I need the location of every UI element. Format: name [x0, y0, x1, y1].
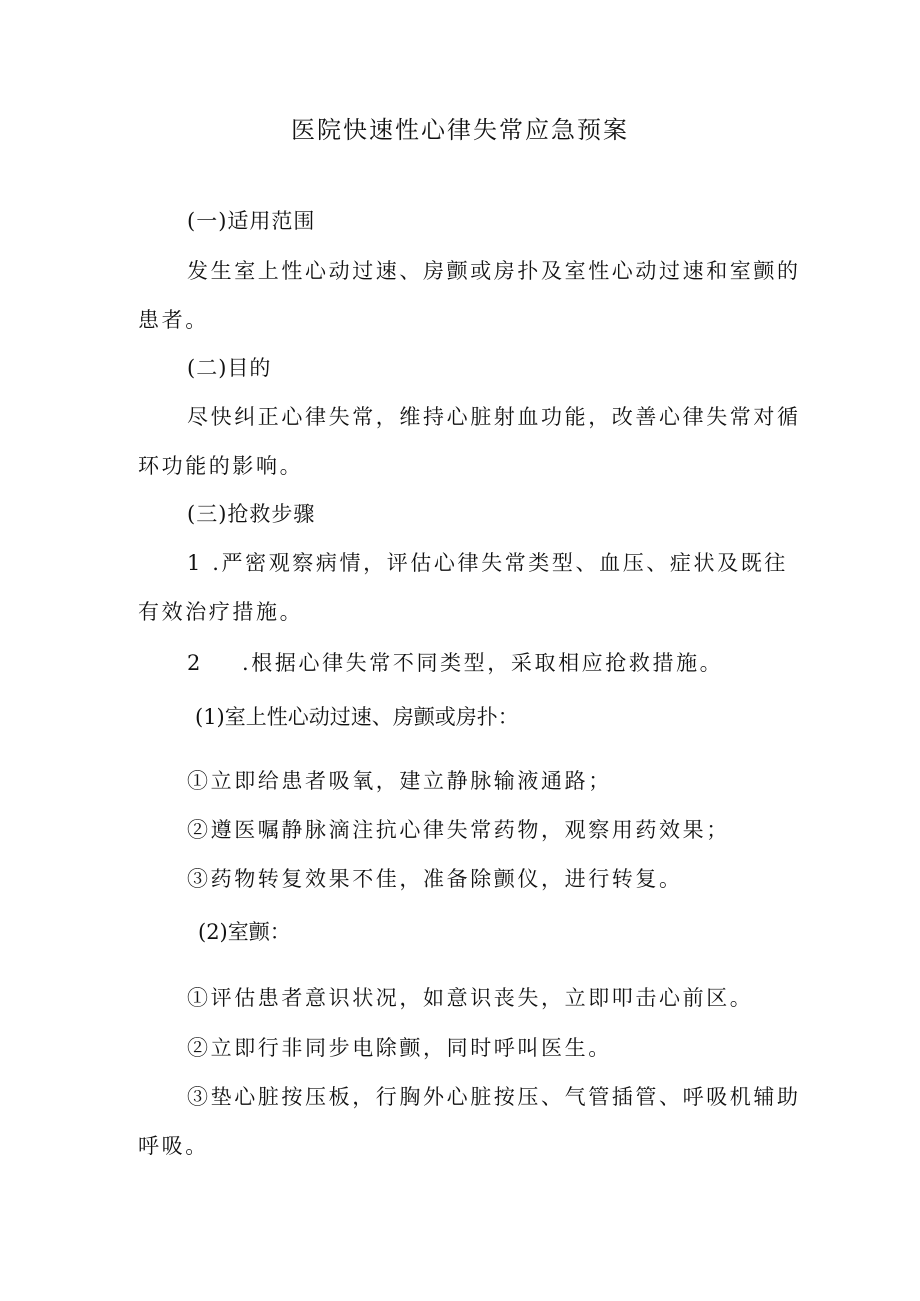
step-1-line-2: 有效治疗措施。 — [138, 600, 304, 624]
section-heading-scope: (一)适用范围 — [187, 209, 316, 233]
paragraph-scope-line-2: 患者。 — [138, 308, 209, 332]
vf-item-3-line-1: ③垫心脏按压板，行胸外心脏按压、气管插管、呼吸机辅助 — [187, 1085, 801, 1109]
section-heading-purpose: (二)目的 — [187, 356, 272, 380]
document-title: 医院快速性心律失常应急预案 — [291, 116, 629, 144]
svt-item-1: ①立即给患者吸氧，建立静脉输液通路； — [187, 769, 612, 793]
step-2-text: .根据心律失常不同类型，采取相应抢救措施。 — [242, 651, 724, 675]
svt-item-2: ②遵医嘱静脉滴注抗心律失常药物，观察用药效果； — [187, 818, 730, 842]
svt-item-3: ③药物转复效果不佳，准备除颤仪，进行转复。 — [187, 867, 683, 891]
vf-item-1: ①评估患者意识状况，如意识丧失，立即叩击心前区。 — [187, 986, 754, 1010]
vf-item-3-line-2: 呼吸。 — [138, 1134, 209, 1158]
paragraph-purpose-line-2: 环功能的影响。 — [138, 454, 304, 478]
paragraph-purpose-line-1: 尽快纠正心律失常，维持心脏射血功能，改善心律失常对循 — [187, 405, 801, 429]
step-2-number: 2 — [187, 651, 201, 675]
paragraph-scope-line-1: 发生室上性心动过速、房颤或房扑及室性心动过速和室颤的 — [187, 259, 801, 283]
section-heading-rescue-steps: (三)抢救步骤 — [187, 502, 316, 526]
step-1-line-1: 1 .严密观察病情，评估心律失常类型、血压、症状及既往 — [187, 551, 788, 575]
vf-item-2: ②立即行非同步电除颤，同时呼叫医生。 — [187, 1036, 612, 1060]
subsection-heading-vf: (2)室颤： — [198, 920, 291, 944]
subsection-heading-svt: (1)室上性心动过速、房颤或房扑： — [195, 705, 519, 729]
